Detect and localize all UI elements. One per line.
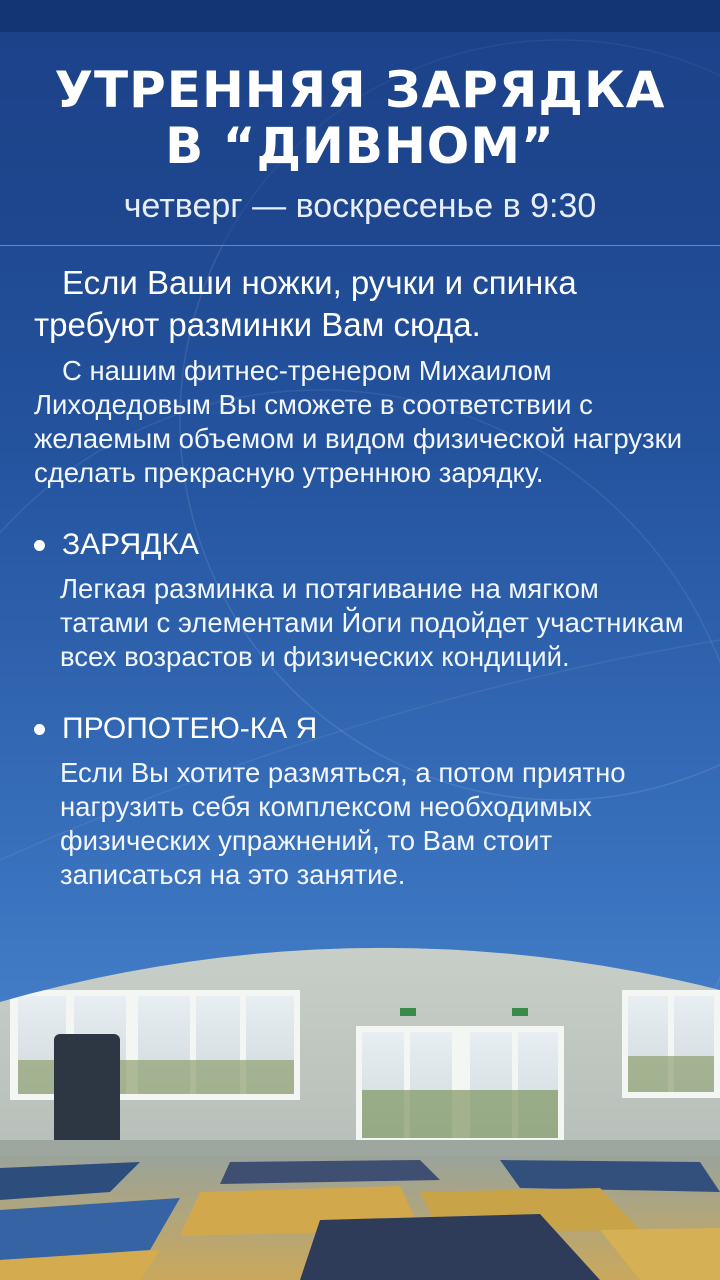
section-heading-label: ПРОПОТЕЮ-КА Я xyxy=(62,712,318,745)
header xyxy=(0,32,720,246)
section-heading-label: ЗАРЯДКА xyxy=(62,528,199,561)
lead-text: Если Ваши ножки, ручки и спинка требуют разминки Вам сюда. xyxy=(34,264,577,343)
top-strip xyxy=(0,0,720,32)
section-heading xyxy=(34,526,694,564)
section-propoteyu xyxy=(34,710,694,892)
title-line-1: УТРЕННЯЯ ЗАРЯДКА xyxy=(54,61,666,119)
gym-hall-illustration xyxy=(0,930,720,1280)
section-zaryadka xyxy=(34,526,694,674)
intro-text: С нашим фитнес-тренером Михаилом Лиходедовым Вы сможете в соответствии с желаемым объемом и видом физической нагрузки сделать прекрасную утреннюю зарядку. xyxy=(34,355,683,488)
title-line-2: В “ДИВНОМ” xyxy=(165,117,555,175)
section-text: Легкая разминка и потягивание на мягком татами с элементами Йоги подойдет участникам всех возрастов и физических кондиций. xyxy=(60,573,684,672)
gym-hall-photo xyxy=(0,930,720,1280)
section-text: Если Вы хотите размяться, а потом приятно нагрузить себя комплексом необходимых физических упражнений, то Вам стоит записаться на это занятие. xyxy=(60,757,626,890)
bullet-icon xyxy=(34,540,45,551)
bullet-icon xyxy=(34,724,45,735)
content xyxy=(34,262,694,892)
schedule-text: четверг — воскресенье в 9:30 xyxy=(123,187,597,225)
page-title xyxy=(0,32,720,174)
section-heading xyxy=(34,710,694,748)
